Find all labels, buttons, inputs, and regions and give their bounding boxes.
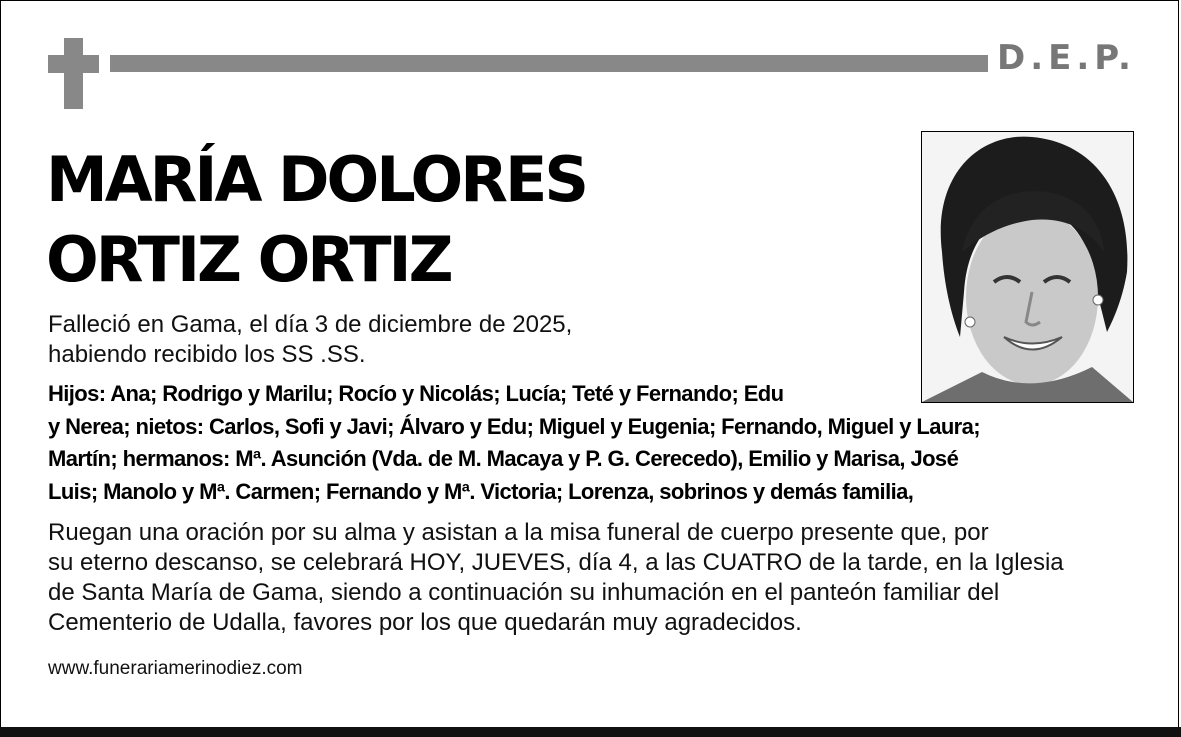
funeral-line-4: Cementerio de Udalla, favores por los que quedarán muy agradecidos. <box>48 609 802 636</box>
family-line-4: Luis; Manolo y Mª. Carmen; Fernando y Mª. Victoria; Lorenza, sobrinos y demás familia, <box>48 478 914 504</box>
funeral-line-2: su eterno descanso, se celebrará HOY, JUEVES, día 4, a las CUATRO de la tarde, en la Iglesia <box>48 549 1064 576</box>
death-notice-line-1: Falleció en Gama, el día 3 de diciembre de 2025, <box>48 311 573 338</box>
family-line-2: y Nerea; nietos: Carlos, Sofi y Javi; Álvaro y Edu; Miguel y Eugenia; Fernando, Miguel y Laura; <box>48 413 980 439</box>
death-notice-line-2: habiendo recibido los SS .SS. <box>48 341 366 368</box>
funeral-home-website: www.funerariamerinodiez.com <box>48 658 303 679</box>
family-list <box>48 378 1118 508</box>
portrait-image <box>922 132 1133 402</box>
name-line-1: MARÍA DOLORES <box>46 143 586 216</box>
cross-icon-arm <box>48 55 99 73</box>
bottom-border <box>0 727 1181 737</box>
funeral-line-1: Ruegan una oración por su alma y asistan a la misa funeral de cuerpo presente que, por <box>48 519 989 546</box>
name-line-2: ORTIZ ORTIZ <box>46 223 451 296</box>
dep-label: D.E.P. <box>997 38 1136 78</box>
funeral-details <box>48 518 1064 638</box>
family-line-1: Hijos: Ana; Rodrigo y Marilu; Rocío y Nicolás; Lucía; Teté y Fernando; Edu <box>48 381 784 406</box>
deceased-photo <box>921 131 1134 403</box>
family-line-3: Martín; hermanos: Mª. Asunción (Vda. de M. Macaya y P. G. Cerecedo), Emilio y Marisa, José <box>48 446 959 471</box>
deceased-name <box>46 140 586 300</box>
death-notice <box>48 310 572 370</box>
header-rule <box>110 55 988 72</box>
cross-icon <box>64 38 83 109</box>
funeral-line-3: de Santa María de Gama, siendo a continuación su inhumación en el panteón familiar del <box>48 579 1000 606</box>
